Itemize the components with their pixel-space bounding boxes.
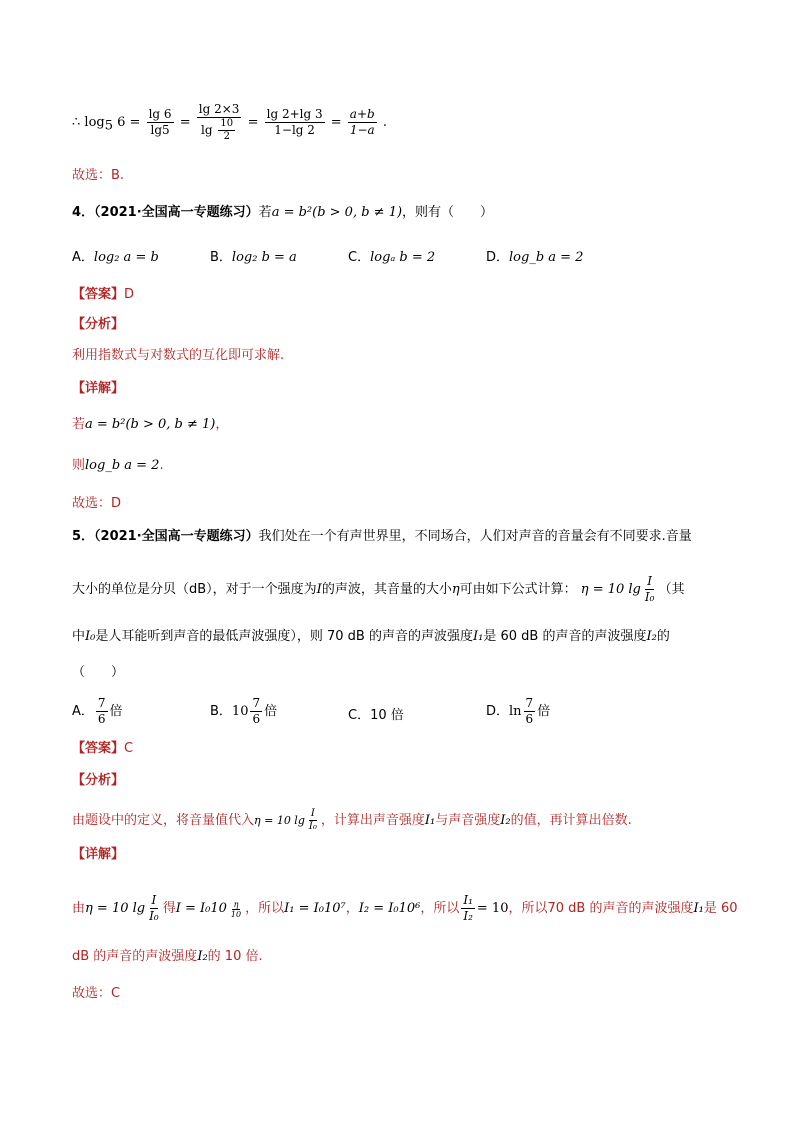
stem-text: 若 [258, 205, 272, 220]
analysis-text: ，计算出声音强度 [320, 813, 425, 828]
stem-text: 可由如下公式计算： [459, 582, 577, 597]
option-label: B． [210, 250, 232, 265]
inner-fraction [218, 118, 235, 143]
q4-analysis-label [72, 316, 124, 334]
detail-text: ，所以 [420, 901, 460, 916]
fraction-2 [197, 102, 242, 143]
detail-math: a = b²(b > 0, b ≠ 1) [85, 417, 216, 432]
option-math: logₐ b = 2 [370, 250, 436, 265]
q4-detail-label [72, 380, 124, 398]
detail-math: I₂ = I₀10⁶ [358, 901, 421, 916]
fraction-3-den: 1−lg 2 [274, 123, 315, 137]
question-source: （2021·全国高一专题练习） [94, 529, 259, 544]
analysis-num: I [310, 808, 315, 819]
formula-num: I [647, 574, 653, 588]
analysis-label: 【分析】 [72, 773, 125, 788]
q5-paren [72, 664, 124, 682]
choice-value: C [111, 986, 121, 1001]
q4-option-d [486, 246, 583, 265]
question-source: （2021·全国高一专题练习） [94, 205, 259, 220]
stem-text: 的 [656, 629, 670, 644]
answer-label: 【答案】 [72, 741, 125, 756]
option-fraction [250, 696, 262, 727]
fraction-4-num: a+b [349, 107, 375, 121]
choice-label: 故选： [72, 496, 112, 511]
equals: = [179, 115, 191, 130]
option-math: log₂ b = a [231, 250, 297, 265]
q4-stem [72, 204, 493, 222]
detail-math: I = I₀10 [175, 901, 227, 916]
question-number: 5． [72, 529, 95, 544]
equals: = [330, 115, 342, 130]
q5-choice [72, 985, 120, 1003]
detail-text: ，所以 [245, 901, 285, 916]
choice-value: D [111, 496, 122, 511]
option-math: log₂ a = b [93, 250, 159, 265]
detail-math: I₁ [693, 901, 704, 916]
analysis-text: 由题设中的定义，将音量值代入 [72, 813, 255, 828]
exponent-fraction [229, 900, 243, 919]
option-label: C． [348, 708, 371, 723]
option-prefix: ln [509, 704, 522, 719]
answer-value: D [124, 287, 135, 302]
detail-text: 得 [162, 901, 176, 916]
detail-label: 【详解】 [72, 381, 125, 396]
option-label: A． [72, 250, 94, 265]
q4-choice [72, 495, 121, 513]
ratio-den: I₂ [463, 909, 473, 923]
ratio-num: I₁ [463, 893, 473, 907]
q5-stem-line-2 [72, 574, 684, 605]
q5-answer [72, 740, 133, 758]
stem-text: 是人耳能听到声音的最低声波强度），则 70 dB 的声音的声波强度 [95, 629, 473, 644]
q5-analysis [72, 808, 632, 833]
stem-text: （其 [658, 582, 685, 597]
equals: = [247, 115, 259, 130]
detail-text: 的 10 倍. [207, 949, 263, 964]
q4-option-b [210, 246, 297, 265]
q5-analysis-label [72, 772, 124, 790]
answer-value: C [124, 741, 134, 756]
stem-math: I₂ [646, 629, 657, 644]
formula-fraction [643, 574, 657, 605]
detail-math: I₂ [197, 949, 208, 964]
option-suffix: 倍 [109, 704, 123, 719]
detail-text: ， [345, 901, 359, 916]
choice-label: 故选： [72, 986, 112, 1001]
detail-text: dB 的声音的声波强度 [72, 949, 198, 964]
detail-math: I₁ = I₀10⁷ [284, 901, 346, 916]
q5-option-b [210, 696, 277, 727]
analysis-den: I₀ [308, 821, 317, 832]
q5-detail-1 [72, 893, 738, 924]
option-prefix: 10 [231, 704, 249, 719]
q5-stem-line-3 [72, 628, 670, 646]
q5-detail-label [72, 846, 124, 864]
fraction-4 [348, 107, 377, 138]
option-num: 7 [97, 696, 106, 710]
fraction-2-num: lg 2×3 [198, 102, 240, 116]
q5-option-a [72, 696, 123, 727]
option-suffix: 倍 [537, 704, 551, 719]
stem-math: a = b²(b > 0, b ≠ 1) [271, 205, 403, 220]
detail-math: log_b a = 2 [85, 458, 160, 473]
analysis-text: 的值，再计算出倍数. [510, 813, 632, 828]
stem-text: 中 [72, 629, 86, 644]
option-den: 6 [97, 712, 106, 726]
stem-math: I₀ [85, 629, 96, 644]
detail-text: 则 [72, 458, 86, 473]
fraction-4-den: 1−a [349, 123, 375, 137]
answer-paren: （ ） [72, 665, 125, 680]
analysis-math: I₂ [500, 813, 511, 828]
detail-label: 【详解】 [72, 847, 125, 862]
stem-text: 的声波，其音量的大小 [321, 582, 452, 597]
q3-choice [72, 167, 124, 185]
fraction-2-den [199, 118, 239, 143]
stem-math: η [451, 582, 460, 597]
option-num: 7 [252, 696, 261, 710]
q5-option-d [486, 696, 550, 727]
option-label: B． [210, 704, 232, 719]
log-text: log [84, 115, 105, 130]
therefore-symbol: ∴ [72, 115, 81, 130]
option-num: 7 [525, 696, 534, 710]
detail-text: 70 dB 的声音的声波强度 [547, 901, 694, 916]
stem-math: I₁ [473, 629, 484, 644]
question-number: 4． [72, 205, 95, 220]
detail-text: ， [215, 417, 229, 432]
detail-math: η = 10 lg [85, 901, 146, 916]
q5-detail-2 [72, 948, 263, 966]
formula-den: I₀ [644, 590, 655, 604]
formula-lhs: η = 10 lg [580, 582, 641, 597]
fraction-3-num: lg 2+lg 3 [266, 107, 323, 121]
inner-num: 10 [220, 118, 234, 129]
detail-text: . [159, 458, 164, 473]
exp-num: η [233, 899, 239, 909]
fraction-1 [147, 107, 174, 138]
ratio-fraction [461, 893, 475, 924]
period: . [382, 115, 387, 130]
option-fraction [96, 696, 108, 727]
detail-text: ，所以 [508, 901, 548, 916]
stem-text: 我们处在一个有声世界里，不同场合，人们对声音的音量会有不同要求.音量 [258, 529, 692, 544]
analysis-fraction [307, 808, 319, 833]
detail-math: = 10 [476, 901, 509, 916]
detail-fraction [147, 893, 161, 924]
q4-answer [72, 286, 134, 304]
option-label: A． [72, 704, 94, 719]
option-den: 6 [252, 712, 261, 726]
option-math: log_b a = 2 [509, 250, 584, 265]
q5-option-c [348, 704, 404, 723]
q4-detail-1 [72, 416, 228, 434]
fraction-1-den: lg5 [150, 123, 170, 137]
log-arg: 6 = [117, 115, 141, 130]
analysis-label: 【分析】 [72, 317, 125, 332]
option-label: D． [486, 704, 510, 719]
analysis-math: I₁ [424, 813, 436, 828]
fraction-1-num: lg 6 [148, 107, 172, 121]
log-base: 5 [104, 118, 114, 134]
q4-analysis [72, 347, 284, 365]
stem-math: I [316, 582, 322, 597]
option-den: 6 [525, 712, 534, 726]
option-label: D． [486, 250, 510, 265]
stem-text: 是 60 dB 的声音的声波强度 [483, 629, 647, 644]
choice-value: B. [111, 168, 125, 183]
option-suffix: 10 倍 [370, 708, 404, 723]
option-label: C． [348, 250, 371, 265]
stem-text: ，则有（ ） [402, 205, 494, 220]
detail-text: 由 [72, 901, 86, 916]
detail-den: I₀ [149, 909, 159, 923]
answer-label: 【答案】 [72, 287, 125, 302]
option-suffix: 倍 [264, 704, 278, 719]
detail-text: 是 60 [703, 901, 738, 916]
option-fraction [524, 696, 536, 727]
q4-option-a [72, 246, 159, 265]
fraction-3 [265, 107, 325, 138]
choice-label: 故选： [72, 168, 112, 183]
detail-num: I [151, 893, 157, 907]
stem-text: 大小的单位是分贝（dB），对于一个强度为 [72, 582, 317, 597]
q4-detail-2 [72, 457, 164, 475]
analysis-math: η = 10 lg [254, 814, 305, 827]
inner-den: 2 [223, 131, 230, 142]
q5-stem-line-1 [72, 528, 692, 546]
detail-text: 若 [72, 417, 86, 432]
analysis-text: 利用指数式与对数式的互化即可求解. [72, 348, 285, 363]
analysis-text: 与声音强度 [435, 813, 501, 828]
exp-den: 10 [230, 909, 242, 919]
q3-formula-line [72, 102, 387, 143]
q4-option-c [348, 246, 435, 265]
lg-text: lg [201, 123, 213, 137]
